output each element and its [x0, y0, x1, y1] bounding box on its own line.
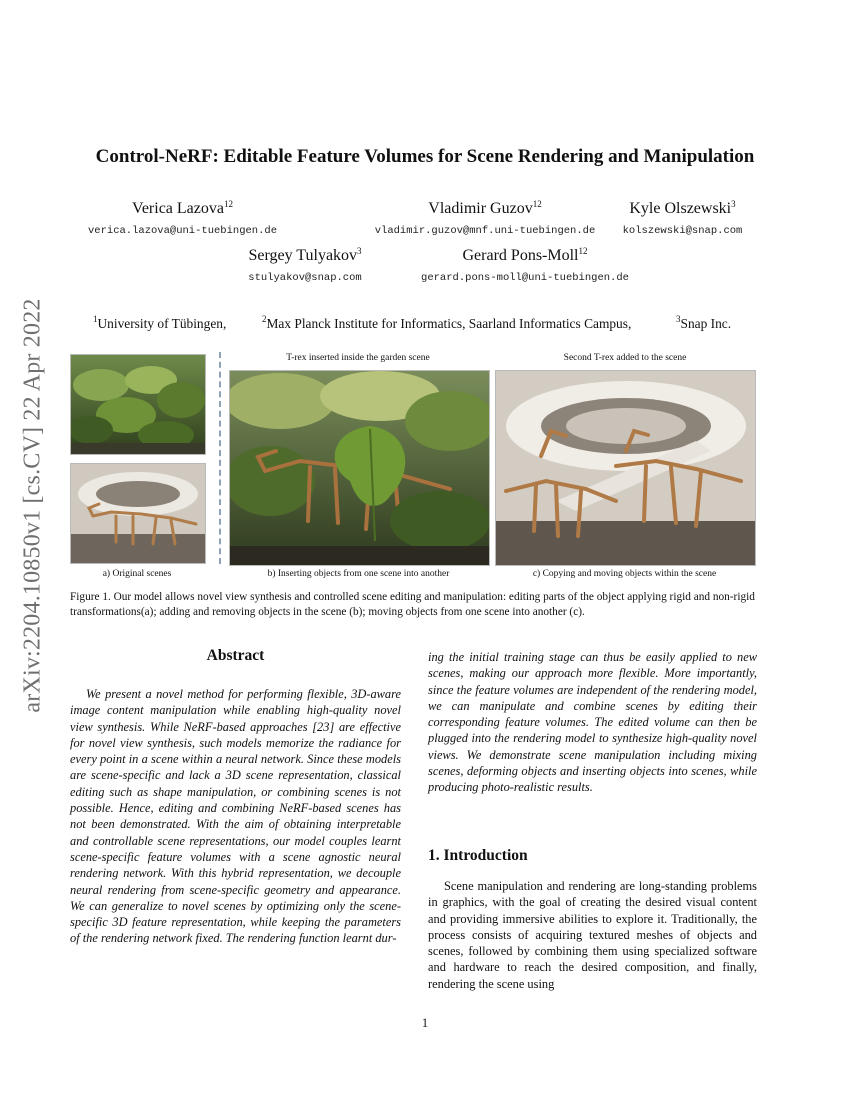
- photo-two-trex: [495, 370, 756, 566]
- author-email-2: vladimir.guzov@mnf.uni-tuebingen.de: [374, 225, 596, 237]
- photo-original-garden: [70, 354, 206, 455]
- author-email-3: kolszewski@snap.com: [622, 225, 743, 237]
- page-number: 1: [421, 1016, 429, 1030]
- author-name-4: Sergey Tulyakov$^3$: [248, 246, 362, 264]
- author-email-4: stulyakov@snap.com: [248, 272, 362, 284]
- affiliation-3: $^3$Snap Inc.: [676, 314, 732, 331]
- paper-title: Control-NeRF: Editable Feature Volumes for Scene Rendering and Manipulation: [95, 146, 755, 167]
- figure-divider: [219, 352, 221, 564]
- affiliation-2: $^2$Max Planck Institute for Informatics, Saarland Informatics Campus,: [262, 314, 632, 331]
- figure-label-b: T-rex inserted inside the garden scene: [286, 353, 430, 363]
- arxiv-id: arXiv:2204.10850v1 [cs.CV] 22 Apr 2022: [19, 297, 46, 713]
- author-name-2: Vladimir Guzov$^{12}$: [428, 199, 542, 217]
- affiliation-1: $^1$University of Tübingen,: [93, 314, 227, 331]
- figure-subcaption-a: a) Original scenes: [102, 569, 172, 579]
- photo-original-trex: [70, 463, 206, 564]
- abstract-text-right: ing the initial training stage can thus be easily applied to new scenes, making our approach more flexible. More importantly, since the feature volumes are independent of the rendering model, we can manipulate and combine scenes by editing their corresponding feature volumes. The edited volume can then be plugged into the rendering model to synthesize high-quality novel views. We demonstrate scene manipulation including mixing scenes, deforming objects and inserting objects into scenes, while producing photo-realistic results.: [428, 650, 757, 795]
- introduction-heading: 1. Introduction: [428, 847, 528, 864]
- figure-label-c: Second T-rex added to the scene: [563, 353, 687, 363]
- author-name-1: Verica Lazova$^{12}$: [132, 199, 233, 217]
- author-name-5: Gerard Pons-Moll$^{12}$: [462, 246, 588, 264]
- figure-subcaption-c: c) Copying and moving objects within the scene: [532, 569, 717, 579]
- figure-caption: Figure 1. Our model allows novel view synthesis and controlled scene editing and manipulation: editing parts of the object applying rigid and non-rigid transformations(a); adding and removing objects in the scene (b); moving objects from one scene into another (c).: [70, 591, 755, 618]
- figure-subcaption-b: b) Inserting objects from one scene into another: [267, 569, 450, 579]
- photo-trex-in-garden: [229, 370, 490, 566]
- arxiv-sidebar-stamp: [4, 297, 62, 713]
- author-name-3: Kyle Olszewski$^3$: [629, 199, 736, 217]
- author-email-1: verica.lazova@uni-tuebingen.de: [87, 225, 278, 237]
- author-email-5: gerard.pons-moll@uni-tuebingen.de: [421, 272, 629, 284]
- abstract-heading: Abstract: [206, 647, 265, 664]
- introduction-text: Scene manipulation and rendering are long-standing problems in graphics, with the goal of creating the desired visual content and providing immersive abilities to explore it. Traditionally, the process consists of acquiring textured meshes of objects and scenes, followed by combining them using specialized software and hardware to reach the desired composition, and finally, rendering the scene using: [428, 879, 757, 991]
- abstract-text-left: We present a novel method for performing flexible, 3D-aware image content manipulation while enabling high-quality novel view synthesis. While NeRF-based approaches [23] are effective for novel view synthesis, such models memorize the radiance for every point in a scene within a neural network. Since these models are scene-specific and lack a 3D scene representation, classical editing such as shape manipulation, or combining scenes is not possible. Hence, editing and combining NeRF-based scenes has not been demonstrated. With the aim of obtaining interpretable and controllable scene representations, our model couples learnt scene-specific feature volumes with a scene agnostic neural rendering network. With this hybrid representation, we decouple neural rendering from scene-specific geometry and appearance. We can generalize to novel scenes by optimizing only the scene-specific 3D feature representation, while keeping the parameters of the rendering network fixed. The rendering function learnt dur-: [70, 687, 401, 946]
